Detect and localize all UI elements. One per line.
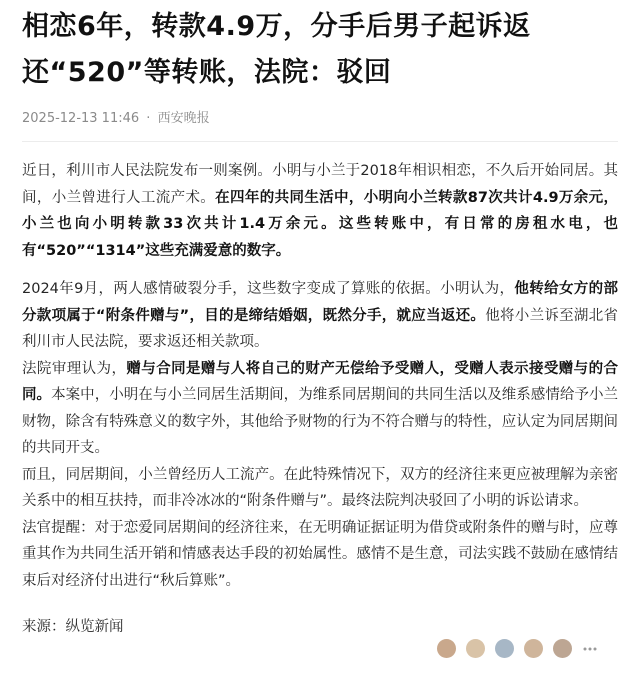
avatar[interactable] [495,639,514,658]
p1-bold: 在四年的共同生活中，小明向小兰转款87次共计4.9万余元，小兰也向小明转款33次共计1.4万余元。这些转账中，有日常的房租水电，也有“520”“1314”这些充满爱意的数字。 [22,189,618,259]
avatar[interactable] [524,639,543,658]
avatar[interactable] [466,639,485,658]
paragraph-5: 法官提醒：对于恋爱同居期间的经济往来，在无明确证据证明为借贷或附条件的赠与时，应尊重其作为共同生活开销和情感表达手段的初始属性。感情不是生意，司法实践不鼓励在感情结束后对经济付出进行“秋后算账”。 [22,519,618,589]
p2-text-1: 2024年9月，两人感情破裂分手，这些数字变成了算账的依据。小明认为， [22,281,515,297]
article-meta [22,110,618,128]
paragraph-2 [22,276,618,356]
paragraph-3 [22,356,618,462]
publish-date: 2025-12-13 11:46 [22,111,140,126]
meta-separator: · [146,111,151,126]
paragraph-1 [22,158,618,264]
article-title [22,0,618,96]
divider [22,141,618,142]
title-line-1: 相恋6年，转款4.9万，分手后男子起诉返 [22,11,531,42]
article-body [22,158,618,640]
p3-bold: 赠与合同是赠与人将自己的财产无偿给予受赠人，受赠人表示接受赠与的合同。 [22,360,619,403]
p1-text: 近日，利川市人民法院发布一则案例。小明与小兰于2018年相识相恋，不久后开始同居。其间，小兰曾进行人工流产术。 [22,163,618,206]
ellipsis-icon[interactable] [582,641,598,657]
p2-bold: 他转给女方的部分款项属于“附条件赠与”，目的是缔结婚姻，既然分手，就应当返还。 [22,281,619,324]
title-line-2: 还“520”等转账，法院：驳回 [22,57,392,88]
source-name-link[interactable]: 西安晚报 [157,111,210,126]
reader-avatars[interactable] [437,639,598,658]
p3-text-1: 法院审理认为， [22,360,127,377]
p2-text-2: 他将小兰诉至湖北省利川市人民法院，要求返还相关款项。 [22,307,619,350]
source-line: 来源：纵览新闻 [22,619,124,635]
avatar[interactable] [553,639,572,658]
paragraph-4: 而且，同居期间，小兰曾经历人工流产。在此特殊情况下，双方的经济往来更应被理解为亲密关系中的相互扶持，而非冷冰冰的“附条件赠与”。最终法院判决驳回了小明的诉讼请求。 [22,466,618,509]
p3-text-2: 本案中，小明在与小兰同居生活期间，为维系同居期间的共同生活以及维系感情给予小兰财物，除含有特殊意义的数字外，其他给予财物的行为不符合赠与的特性，应认定为同居期间的共同开支。 [22,387,618,456]
avatar[interactable] [437,639,456,658]
